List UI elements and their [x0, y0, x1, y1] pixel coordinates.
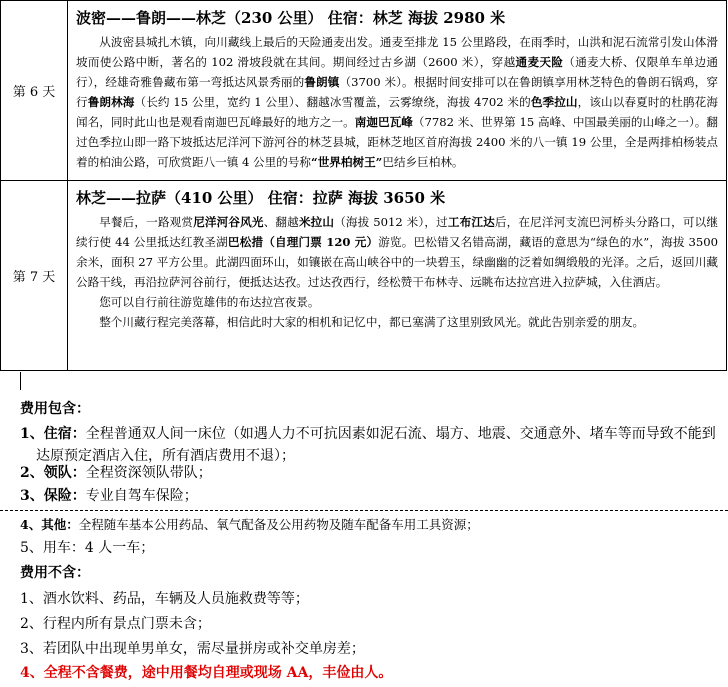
- day7-title: 林芝——拉萨（410 公里） 住宿：拉萨 海拔 3650 米: [76, 189, 446, 207]
- day6-paragraph: [76, 32, 718, 172]
- text-run: 后，在尼洋河支流巴河桥头分路口，可以继续行使 44 公里抵达红教圣湖: [76, 215, 718, 249]
- day7-paragraph-3: 整个川藏行程完美落幕，相信此时大家的相机和记忆中，都已塞满了这里别致风光。就此告别亲爱的朋友。: [99, 315, 645, 329]
- day7-label: 第 7 天: [12, 270, 56, 285]
- text-run: 、翻越: [263, 215, 299, 229]
- include-item-2-label: 2、领队：: [20, 465, 86, 481]
- bold-place: 南迦巴瓦峰: [354, 115, 413, 129]
- exclude-item-1: 1、酒水饮料、药品，车辆及人员施救费等等；: [20, 591, 309, 607]
- include-item-5: 5、用车：4 人一车；: [20, 540, 155, 556]
- text-run: （3700 米）。根据时间安排可以在鲁朗镇享用林芝特色的鲁朗石锅鸡，穿行: [76, 75, 718, 109]
- include-item-4: [20, 514, 720, 536]
- day7-label-cell: [1, 181, 68, 371]
- include-heading: [20, 398, 720, 420]
- include-item-2: [20, 462, 720, 484]
- text-cursor-bar: [20, 372, 21, 390]
- bold-place: 鲁朗林海: [87, 95, 135, 109]
- text-run: （长约 15 公里，宽约 1 公里）、翻越冰雪覆盖，云雾缭绕，海拔 4702 米的: [134, 95, 531, 109]
- include-item-1: [20, 423, 720, 467]
- text-run: 巴结乡巨柏林。: [382, 155, 464, 169]
- bold-place: 工布江达: [447, 215, 495, 229]
- bold-place: 尼洋河谷风光: [193, 215, 264, 229]
- include-item-3: [20, 485, 720, 507]
- day6-label-cell: [1, 1, 68, 181]
- day6-title: 波密——鲁朗——林芝（230 公里） 住宿：林芝 海拔 2980 米: [76, 9, 506, 27]
- include-item-1-text: 全程普通双人间一床位（如遇人力不可抗因素如泥石流、塌方、地震、交通意外、堵车等而导致不能到达原预定酒店入住，所有酒店费用不退）；: [36, 426, 716, 464]
- day6-label: 第 6 天: [12, 85, 56, 100]
- page-break-line: [0, 510, 728, 511]
- bold-place: 通麦天险: [515, 55, 564, 69]
- include-heading-text: 费用包含：: [20, 401, 90, 417]
- include-item-2-text: 全程资深领队带队；: [85, 465, 212, 481]
- exclude-item-3: 3、若团队中出现单男单女，需尽量拼房或补交单房差；: [20, 641, 365, 657]
- text-run: （通麦大桥、仅限单车单边通行），经雄奇雅鲁藏布第一弯抵达风景秀丽的: [76, 55, 718, 89]
- bold-place: 巴松措（自理门票 120 元）: [227, 235, 379, 249]
- include-item-3-text: 专业自驾车保险；: [85, 488, 198, 504]
- day6-row: [1, 1, 727, 181]
- exclude-item-2: 2、行程内所有景点门票未含；: [20, 616, 211, 632]
- bold-place: 米拉山: [298, 215, 335, 229]
- exclude-heading-text: 费用不含：: [20, 565, 90, 581]
- day7-paragraph-1: [76, 212, 718, 292]
- text-run: （7782 米、世界第 15 高峰、中国最美丽的山峰之一）。翻过色季拉山即一路下坡抵达尼洋河下游河谷的林芝县城，距林芝地区首府海拔 2400 米的八一镇 19 公里，全是两排柏杨装点着的柏油公路，可欣赏距八一镇 4 公里的号称: [76, 115, 718, 169]
- include-item-4-label: 4、其他：: [20, 517, 79, 532]
- day6-content-cell: [68, 1, 727, 181]
- bold-place: 鲁朗镇: [304, 75, 340, 89]
- day7-row: [1, 181, 727, 371]
- exclude-heading: [20, 562, 720, 584]
- text-run: 从波密县城扎木镇，向川藏线上最后的天险通麦出发。通麦至排龙 15 公里路段，在雨季时，山洪和泥石流常引发山体滑坡而使公路中断，著名的 102 滑坡段就在其间。期间经过古乡湖（2600 米），穿越: [76, 35, 718, 69]
- include-item-3-label: 3、保险：: [20, 488, 86, 504]
- day7-paragraph-2: 您可以自行前往游览雄伟的布达拉宫夜景。: [99, 295, 320, 309]
- text-run: 早餐后，一路观赏: [99, 215, 194, 229]
- day7-content-cell: [68, 181, 727, 371]
- bold-place: “世界柏树王”: [311, 155, 383, 169]
- text-run: ，该山以春夏时的杜鹃花海闻名，同时此山也是观看南迦巴瓦峰最好的地方之一。: [76, 95, 718, 129]
- bold-place: 色季拉山: [530, 95, 578, 109]
- text-run: 游览。巴松错又名错高湖，藏语的意思为“绿色的水”，海拔 3500 余米，面积 27 平方公里。此湖四面环山，如镶嵌在高山峡谷中的一块碧玉，绿幽幽的泛着如绸缎般的光泽。之后，返回川藏公路干线，再沿拉萨河谷前行，便抵达达孜。过达孜西行，经松赞干布林寺、远眺布达拉宫进入拉萨城，入住酒店。: [76, 235, 719, 289]
- exclude-item-4: 4、全程不含餐费，途中用餐均自理或现场 AA，丰俭由人。: [20, 665, 393, 681]
- include-item-1-label: 1、住宿：: [20, 426, 86, 442]
- include-item-4-text: 全程随车基本公用药品、氧气配备及公用药物及随车配备车用工具资源；: [78, 517, 479, 532]
- text-run: （海拔 5012 米），过: [334, 215, 448, 229]
